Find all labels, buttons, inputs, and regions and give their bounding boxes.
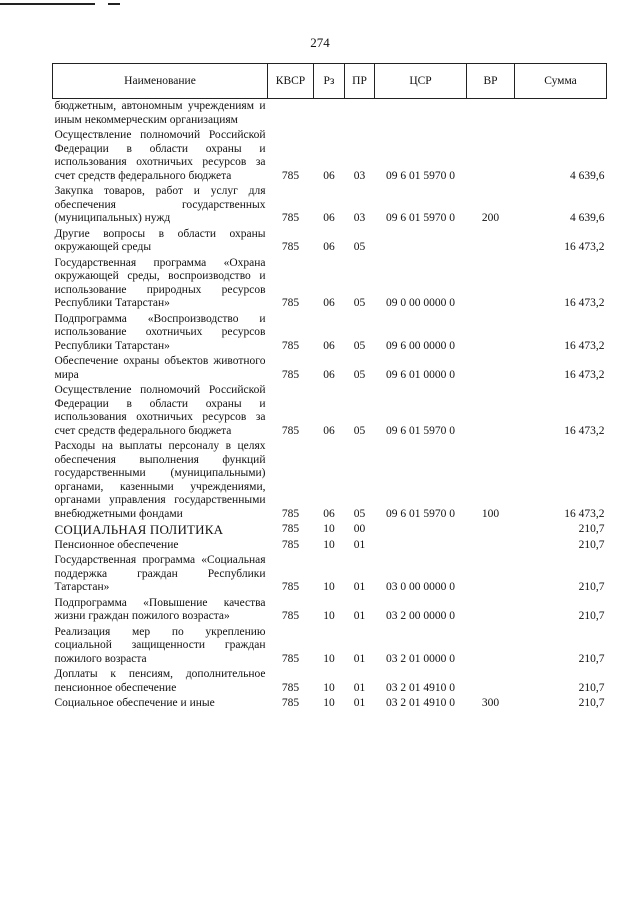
cell-pr: [345, 99, 375, 129]
cell-sum: 210,7: [578, 523, 605, 535]
cell-csr: 09 0 00 0000 0: [386, 297, 455, 309]
cell-vr: 300: [481, 697, 500, 709]
cell-csr: 03 2 01 4910 0: [386, 681, 455, 694]
cell-sum: 16 473,2: [564, 241, 605, 253]
col-header-sum: Сумма: [515, 64, 607, 99]
table-row: [53, 312, 607, 355]
table-row: [53, 625, 607, 668]
cell-pr: 01: [353, 538, 366, 551]
cell-sum: 4 639,6: [570, 169, 605, 182]
cell-name: Другие вопросы в области охраны окружающей среды: [54, 227, 266, 253]
cell-vr: [467, 538, 515, 554]
cell-name: Подпрограмма «Воспроизводство и использование охотничьих ресурсов Республики Татарстан»: [54, 312, 266, 352]
cell-pr: 05: [353, 507, 366, 520]
cell-vr: [467, 553, 515, 596]
cell-pr: 05: [353, 241, 366, 253]
cell-sum: 16 473,2: [564, 368, 605, 381]
cell-csr: [375, 522, 467, 538]
cell-rz: 06: [323, 368, 335, 381]
cell-rz: 10: [323, 523, 335, 535]
cell-kvsr: 785: [281, 424, 300, 437]
cell-sum: 210,7: [578, 538, 605, 551]
cell-rz: 06: [323, 297, 335, 309]
cell-pr: 01: [353, 652, 366, 665]
cell-kvsr: 785: [281, 652, 300, 665]
cell-pr: 05: [353, 424, 366, 437]
cell-name: Закупка товаров, работ и услуг для обеспечения государственных (муниципальных) нужд: [54, 185, 266, 224]
cell-rz: 06: [323, 507, 335, 520]
cell-name: Расходы на выплаты персоналу в целях обеспечения выполнения функций государственными (муниципальными) органами, казенными учреждениями, органами управления государственными внебюджетными фондами: [54, 440, 266, 520]
cell-csr: 09 6 01 5970 0: [386, 507, 455, 520]
cell-name: Государственная программа «Социальная поддержка граждан Республики Татарстан»: [54, 554, 266, 593]
col-header-csr: ЦСР: [375, 64, 467, 99]
cell-rz: 10: [323, 652, 335, 665]
table-row: [53, 383, 607, 439]
cell-sum: 210,7: [578, 652, 605, 665]
cell-vr: [467, 667, 515, 696]
cell-vr: [467, 596, 515, 625]
cell-sum: 16 473,2: [564, 424, 605, 437]
cell-sum: 210,7: [578, 681, 605, 694]
cell-kvsr: 785: [281, 169, 300, 182]
cell-vr: [467, 227, 515, 256]
cell-pr: 05: [353, 339, 366, 352]
table-row: [53, 538, 607, 554]
cell-rz: 10: [323, 538, 335, 551]
cell-kvsr: 785: [281, 339, 300, 352]
cell-rz: 10: [323, 681, 335, 694]
cell-name: СОЦИАЛЬНАЯ ПОЛИТИКА: [54, 522, 224, 537]
table-row: [53, 128, 607, 184]
table-row: [53, 667, 607, 696]
cell-sum: 16 473,2: [564, 339, 605, 352]
cell-rz: 06: [323, 212, 335, 224]
cell-kvsr: 785: [281, 581, 300, 593]
cell-sum: 16 473,2: [564, 297, 605, 309]
col-header-pr: ПР: [345, 64, 375, 99]
table-row: [53, 184, 607, 227]
cell-sum: 210,7: [578, 581, 605, 593]
cell-rz: 10: [323, 610, 335, 622]
cell-pr: 03: [353, 169, 366, 182]
cell-csr: 03 2 01 4910 0: [386, 697, 455, 709]
table-row: [53, 227, 607, 256]
cell-kvsr: 785: [281, 610, 300, 622]
cell-rz: 10: [323, 581, 335, 593]
table-row: [53, 99, 607, 129]
cell-vr: [467, 312, 515, 355]
cell-vr: [467, 128, 515, 184]
cell-name: Государственная программа «Охрана окружающей среды, воспроизводство и использование природных ресурсов Республики Татарстан»: [54, 256, 266, 309]
cell-name: Осуществление полномочий Российской Федерации в области охраны и использования охотничьих ресурсов за счет средств федерального бюджета: [54, 129, 266, 182]
cell-name: Социальное обеспечение и иные: [54, 697, 215, 709]
table-row: [53, 596, 607, 625]
page-number: 274: [310, 35, 330, 50]
table-row: [53, 354, 607, 383]
cell-name: Доплаты к пенсиям, дополнительное пенсионное обеспечение: [54, 668, 266, 694]
cell-kvsr: 785: [281, 523, 300, 535]
cell-vr: 100: [481, 507, 500, 520]
cell-kvsr: 785: [281, 212, 300, 224]
table-header-row: [53, 64, 607, 99]
cell-csr: 03 2 00 0000 0: [386, 610, 455, 622]
cell-csr: 09 6 01 0000 0: [386, 368, 455, 381]
cell-name: бюджетным, автономным учреждениям и иным некоммерческим организациям: [54, 100, 266, 126]
cell-kvsr: 785: [281, 697, 300, 709]
cell-kvsr: 785: [281, 368, 300, 381]
cell-pr: 01: [353, 610, 366, 622]
cell-name: Подпрограмма «Повышение качества жизни граждан пожилого возраста»: [54, 596, 266, 622]
col-header-rz: Рз: [314, 64, 345, 99]
cell-csr: 09 6 00 0000 0: [386, 339, 455, 352]
cell-vr: [467, 256, 515, 312]
cell-name: Реализация мер по укреплению социальной защищенности граждан пожилого возраста: [54, 625, 266, 665]
table-row: [53, 256, 607, 312]
cell-vr: 200: [481, 212, 500, 224]
cell-rz: 06: [323, 424, 335, 437]
cell-csr: 09 6 01 5970 0: [386, 212, 455, 224]
cell-pr: 05: [353, 297, 366, 309]
cell-csr: 03 2 01 0000 0: [386, 652, 455, 665]
cell-kvsr: 785: [281, 538, 300, 551]
cell-pr: 01: [353, 697, 366, 709]
cell-csr: 09 6 01 5970 0: [386, 424, 455, 437]
col-header-vr: ВР: [467, 64, 515, 99]
cell-csr: [375, 227, 467, 256]
cell-pr: 05: [353, 368, 366, 381]
cell-name: Пенсионное обеспечение: [54, 538, 179, 551]
cell-vr: [467, 522, 515, 538]
table-row: [53, 439, 607, 522]
cell-sum: 210,7: [578, 610, 605, 622]
cell-vr: [467, 383, 515, 439]
cell-rz: 06: [323, 241, 335, 253]
cell-rz: [314, 99, 345, 129]
scan-artifact-line: [0, 3, 95, 5]
budget-table: [52, 63, 607, 712]
cell-kvsr: 785: [281, 297, 300, 309]
cell-pr: 00: [353, 523, 366, 535]
cell-kvsr: 785: [281, 507, 300, 520]
cell-kvsr: 785: [281, 241, 300, 253]
cell-sum: 16 473,2: [564, 507, 605, 520]
cell-csr: 09 6 01 5970 0: [386, 169, 455, 182]
cell-kvsr: [268, 99, 314, 129]
cell-sum: [515, 99, 607, 129]
scan-artifact-line: [108, 3, 120, 5]
cell-vr: [467, 99, 515, 129]
cell-sum: 210,7: [578, 697, 605, 709]
cell-pr: 03: [353, 212, 366, 224]
table-row: [53, 522, 607, 538]
cell-vr: [467, 625, 515, 668]
cell-name: Обеспечение охраны объектов животного мира: [54, 355, 266, 381]
cell-pr: 01: [353, 681, 366, 694]
cell-rz: 06: [323, 339, 335, 352]
cell-csr: [375, 99, 467, 129]
col-header-name: Наименование: [53, 64, 268, 99]
cell-csr: [375, 538, 467, 554]
table-row: [53, 553, 607, 596]
col-header-kvsr: КВСР: [268, 64, 314, 99]
cell-rz: 10: [323, 697, 335, 709]
cell-sum: 4 639,6: [570, 212, 605, 224]
table-row: [53, 696, 607, 712]
cell-kvsr: 785: [281, 681, 300, 694]
cell-vr: [467, 354, 515, 383]
cell-name: Осуществление полномочий Российской Федерации в области охраны и использования охотничьих ресурсов за счет средств федерального бюджета: [54, 384, 266, 437]
cell-rz: 06: [323, 169, 335, 182]
cell-pr: 01: [353, 581, 366, 593]
cell-csr: 03 0 00 0000 0: [386, 581, 455, 593]
